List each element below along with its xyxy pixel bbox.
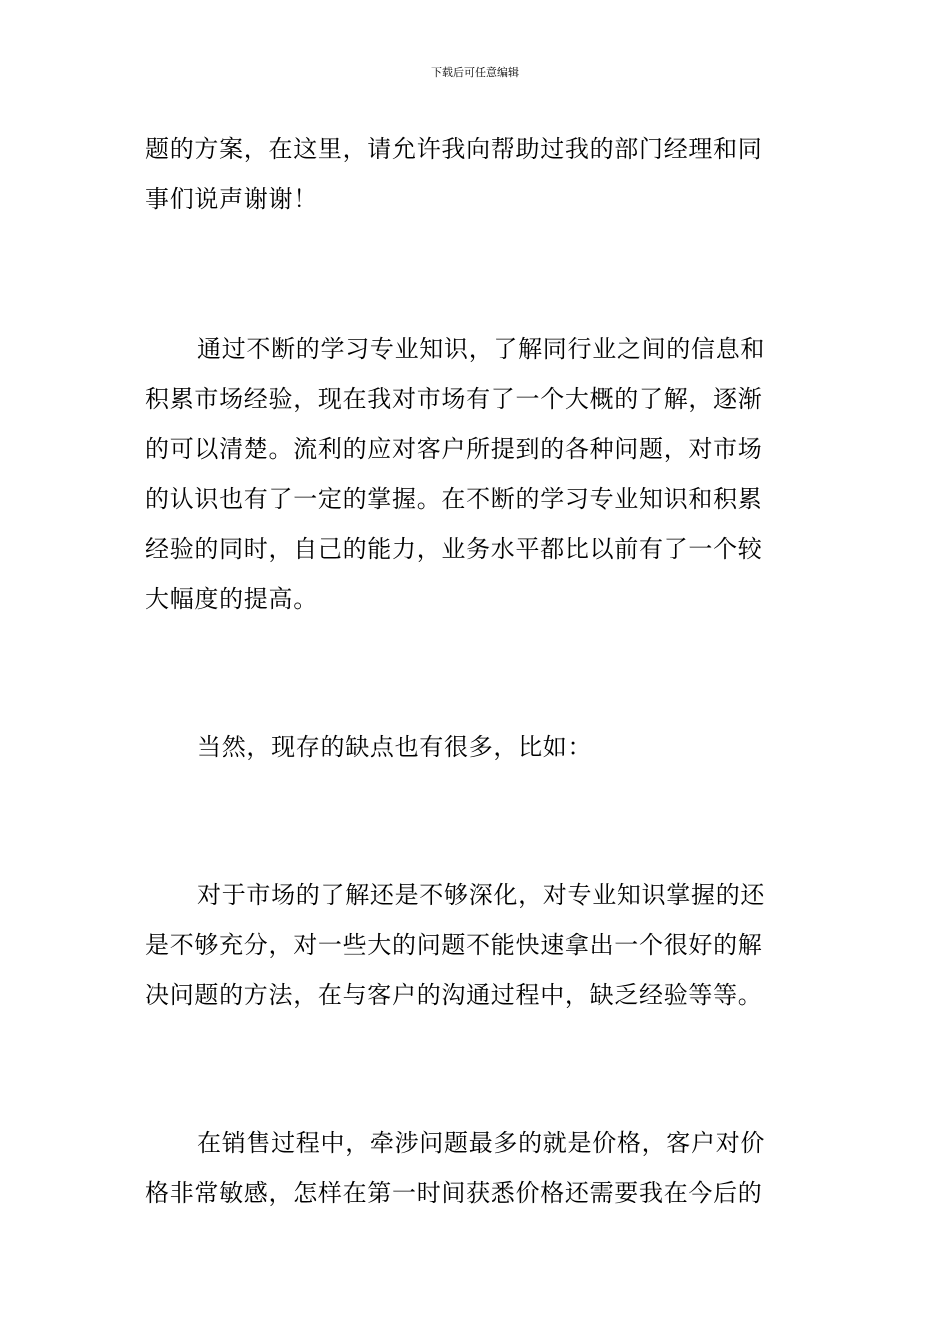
paragraph-line: 当然，现存的缺点也有很多，比如： — [197, 733, 593, 761]
page-header: 下载后可任意编辑 — [431, 66, 519, 79]
paragraph-line: 决问题的方法，在与客户的沟通过程中，缺乏经验等等。 — [145, 981, 763, 1009]
paragraph-line: 格非常敏感，怎样在第一时间获悉价格还需要我在今后的 — [145, 1179, 763, 1207]
paragraph-line: 的认识也有了一定的掌握。在不断的学习专业知识和积累 — [145, 485, 763, 513]
paragraph-line: 经验的同时，自己的能力，业务水平都比以前有了一个较 — [145, 535, 763, 563]
paragraph-line: 事们说声谢谢！ — [145, 185, 318, 213]
paragraph-line: 在销售过程中，牵涉问题最多的就是价格，客户对价 — [197, 1129, 766, 1157]
paragraph-pricing — [145, 1118, 807, 1218]
paragraph-line: 通过不断的学习专业知识，了解同行业之间的信息和 — [197, 335, 766, 363]
paragraph-line: 大幅度的提高。 — [145, 585, 318, 613]
paragraph-line: 是不够充分，对一些大的问题不能快速拿出一个很好的解 — [145, 931, 763, 959]
paragraph-market-knowledge — [145, 870, 807, 1020]
paragraph-line: 对于市场的了解还是不够深化，对专业知识掌握的还 — [197, 881, 766, 909]
paragraph-learning — [145, 324, 807, 624]
paragraph-shortcomings-intro — [145, 722, 807, 772]
paragraph-line: 题的方案，在这里，请允许我向帮助过我的部门经理和同 — [145, 135, 763, 163]
paragraph-line: 积累市场经验，现在我对市场有了一个大概的了解，逐渐 — [145, 385, 763, 413]
paragraph-line: 的可以清楚。流利的应对客户所提到的各种问题，对市场 — [145, 435, 763, 463]
paragraph-thanks — [145, 124, 807, 224]
